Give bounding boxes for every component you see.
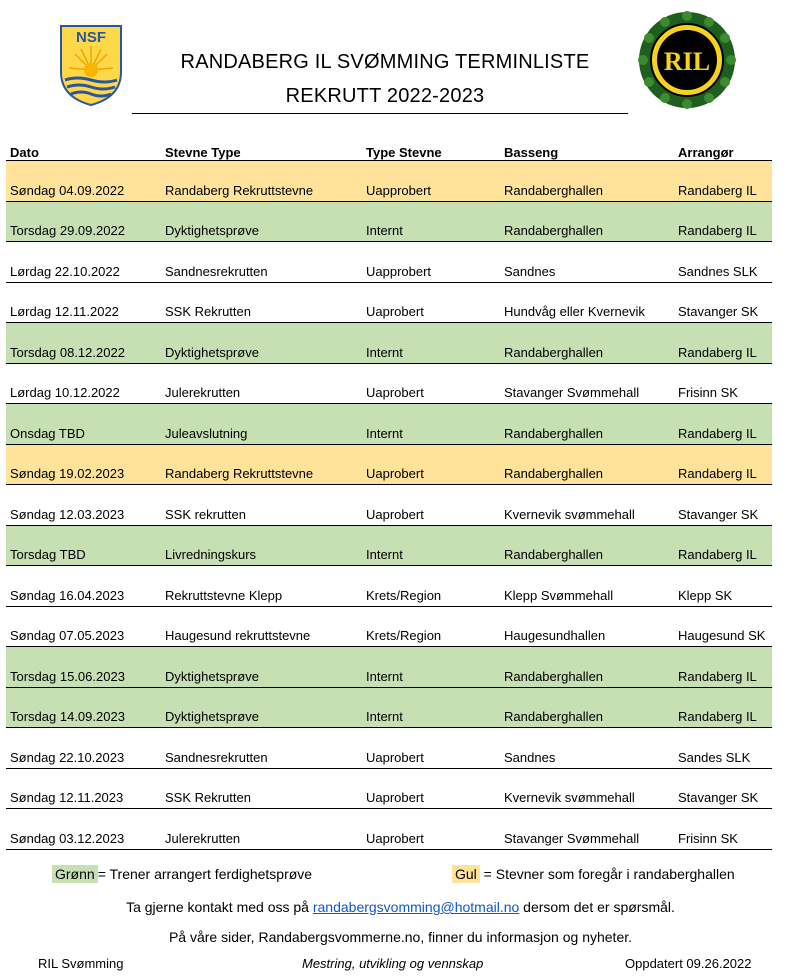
- cell-date: Torsdag 15.06.2023: [6, 647, 161, 688]
- table-row: [6, 647, 772, 688]
- cell-organizer: Randaberg IL: [674, 444, 772, 485]
- table-row: [6, 606, 772, 647]
- table-row: [6, 323, 772, 364]
- cell-date: Søndag 12.11.2023: [6, 768, 161, 809]
- contact-note-prefix: Ta gjerne kontakt med oss på: [126, 899, 313, 915]
- cell-date: Torsdag 29.09.2022: [6, 201, 161, 242]
- cell-meet-type: Krets/Region: [362, 566, 500, 607]
- column-header-event-type: Stevne Type: [161, 140, 362, 161]
- cell-pool: Randaberghallen: [500, 525, 674, 566]
- table-row: [6, 201, 772, 242]
- cell-event-type: Haugesund rekruttstevne: [161, 606, 362, 647]
- cell-organizer: Randaberg IL: [674, 161, 772, 202]
- table-row: [6, 485, 772, 526]
- title-divider: [132, 113, 628, 114]
- table-row: [6, 525, 772, 566]
- cell-pool: Randaberghallen: [500, 201, 674, 242]
- legend-yellow: [452, 866, 735, 882]
- cell-pool: Stavanger Svømmehall: [500, 363, 674, 404]
- table-header-row: [6, 140, 772, 161]
- cell-date: Søndag 19.02.2023: [6, 444, 161, 485]
- table-row: [6, 444, 772, 485]
- cell-pool: Haugesundhallen: [500, 606, 674, 647]
- cell-date: Onsdag TBD: [6, 404, 161, 445]
- table-row: [6, 404, 772, 445]
- cell-pool: Sandnes: [500, 728, 674, 769]
- cell-date: Søndag 07.05.2023: [6, 606, 161, 647]
- table-row: [6, 566, 772, 607]
- legend-green-text: = Trener arrangert ferdighetsprøve: [97, 866, 313, 882]
- cell-pool: Randaberghallen: [500, 687, 674, 728]
- cell-event-type: Livredningskurs: [161, 525, 362, 566]
- footer-left: RIL Svømming: [38, 956, 124, 971]
- cell-pool: Randaberghallen: [500, 647, 674, 688]
- cell-pool: Sandnes: [500, 242, 674, 283]
- table-row: [6, 687, 772, 728]
- table-row: [6, 161, 772, 202]
- cell-date: Lørdag 12.11.2022: [6, 282, 161, 323]
- ril-logo-text: RIL: [663, 47, 711, 76]
- cell-date: Søndag 22.10.2023: [6, 728, 161, 769]
- info-note: På våre sider, Randabergsvommerne.no, finner du informasjon og nyheter.: [168, 929, 633, 945]
- cell-pool: Stavanger Svømmehall: [500, 809, 674, 850]
- cell-meet-type: Internt: [362, 687, 500, 728]
- table-row: [6, 242, 772, 283]
- cell-event-type: SSK rekrutten: [161, 485, 362, 526]
- contact-note-suffix: dersom det er spørsmål.: [519, 899, 675, 915]
- page-title: RANDABERG IL SVØMMING TERMINLISTE: [180, 51, 590, 73]
- cell-organizer: Klepp SK: [674, 566, 772, 607]
- cell-meet-type: Internt: [362, 525, 500, 566]
- cell-organizer: Sandes SLK: [674, 728, 772, 769]
- table-row: [6, 809, 772, 850]
- cell-event-type: Julerekrutten: [161, 809, 362, 850]
- cell-meet-type: Internt: [362, 201, 500, 242]
- legend-green-key: Grønn: [52, 865, 98, 883]
- cell-organizer: Stavanger SK: [674, 768, 772, 809]
- cell-event-type: Dyktighetsprøve: [161, 647, 362, 688]
- cell-organizer: Stavanger SK: [674, 485, 772, 526]
- nsf-logo-text: NSF: [76, 29, 106, 46]
- cell-meet-type: Uaprobert: [362, 282, 500, 323]
- cell-date: Torsdag 08.12.2022: [6, 323, 161, 364]
- legend-yellow-text: = Stevner som foregår i randaberghallen: [479, 866, 735, 882]
- cell-organizer: Sandnes SLK: [674, 242, 772, 283]
- cell-pool: Kvernevik svømmehall: [500, 485, 674, 526]
- cell-meet-type: Krets/Region: [362, 606, 500, 647]
- cell-meet-type: Uaprobert: [362, 444, 500, 485]
- cell-organizer: Randaberg IL: [674, 404, 772, 445]
- table-row: [6, 768, 772, 809]
- cell-organizer: Randaberg IL: [674, 323, 772, 364]
- cell-event-type: SSK Rekrutten: [161, 282, 362, 323]
- cell-organizer: Haugesund SK: [674, 606, 772, 647]
- cell-meet-type: Uaprobert: [362, 809, 500, 850]
- cell-date: Lørdag 22.10.2022: [6, 242, 161, 283]
- cell-meet-type: Uaprobert: [362, 485, 500, 526]
- cell-date: Søndag 04.09.2022: [6, 161, 161, 202]
- footer-motto: Mestring, utvikling og vennskap: [302, 956, 484, 971]
- cell-event-type: Rekruttstevne Klepp: [161, 566, 362, 607]
- cell-organizer: Randaberg IL: [674, 201, 772, 242]
- table-row: [6, 363, 772, 404]
- cell-pool: Randaberghallen: [500, 444, 674, 485]
- cell-date: Søndag 16.04.2023: [6, 566, 161, 607]
- cell-organizer: Frisinn SK: [674, 363, 772, 404]
- cell-organizer: Randaberg IL: [674, 525, 772, 566]
- cell-pool: Kvernevik svømmehall: [500, 768, 674, 809]
- column-header-pool: Basseng: [500, 140, 674, 161]
- table-body: [6, 161, 772, 850]
- cell-event-type: SSK Rekrutten: [161, 768, 362, 809]
- cell-organizer: Stavanger SK: [674, 282, 772, 323]
- cell-event-type: Julerekrutten: [161, 363, 362, 404]
- nsf-logo: [57, 22, 125, 107]
- cell-date: Torsdag TBD: [6, 525, 161, 566]
- ril-logo: [637, 10, 737, 110]
- column-header-meet-type: Type Stevne: [362, 140, 500, 161]
- contact-note: [0, 899, 801, 915]
- cell-pool: Hundvåg eller Kvernevik: [500, 282, 674, 323]
- legend-yellow-key: Gul: [452, 865, 480, 883]
- cell-date: Søndag 12.03.2023: [6, 485, 161, 526]
- cell-pool: Klepp Svømmehall: [500, 566, 674, 607]
- cell-event-type: Sandnesrekrutten: [161, 242, 362, 283]
- cell-date: Torsdag 14.09.2023: [6, 687, 161, 728]
- cell-meet-type: Internt: [362, 323, 500, 364]
- cell-meet-type: Uaprobert: [362, 363, 500, 404]
- cell-organizer: Frisinn SK: [674, 809, 772, 850]
- cell-meet-type: Uaprobert: [362, 768, 500, 809]
- cell-meet-type: Uapprobert: [362, 161, 500, 202]
- column-header-organizer: Arrangør: [674, 140, 772, 161]
- cell-event-type: Dyktighetsprøve: [161, 323, 362, 364]
- cell-event-type: Randaberg Rekruttstevne: [161, 161, 362, 202]
- cell-meet-type: Uaprobert: [362, 728, 500, 769]
- cell-meet-type: Internt: [362, 404, 500, 445]
- cell-meet-type: Internt: [362, 647, 500, 688]
- page-subtitle: REKRUTT 2022-2023: [285, 85, 485, 107]
- cell-meet-type: Uapprobert: [362, 242, 500, 283]
- cell-organizer: Randaberg IL: [674, 687, 772, 728]
- column-header-date: Dato: [6, 140, 161, 161]
- cell-date: Lørdag 10.12.2022: [6, 363, 161, 404]
- cell-pool: Randaberghallen: [500, 404, 674, 445]
- contact-email-link[interactable]: randabergsvomming@hotmail.no: [312, 899, 520, 915]
- table-row: [6, 282, 772, 323]
- schedule-table: [6, 140, 772, 850]
- cell-event-type: Dyktighetsprøve: [161, 201, 362, 242]
- cell-event-type: Dyktighetsprøve: [161, 687, 362, 728]
- legend-green: [52, 866, 312, 882]
- cell-organizer: Randaberg IL: [674, 647, 772, 688]
- cell-pool: Randaberghallen: [500, 161, 674, 202]
- cell-event-type: Sandnesrekrutten: [161, 728, 362, 769]
- cell-event-type: Juleavslutning: [161, 404, 362, 445]
- cell-date: Søndag 03.12.2023: [6, 809, 161, 850]
- cell-pool: Randaberghallen: [500, 323, 674, 364]
- cell-event-type: Randaberg Rekruttstevne: [161, 444, 362, 485]
- footer-updated: Oppdatert 09.26.2022: [625, 956, 752, 971]
- table-row: [6, 728, 772, 769]
